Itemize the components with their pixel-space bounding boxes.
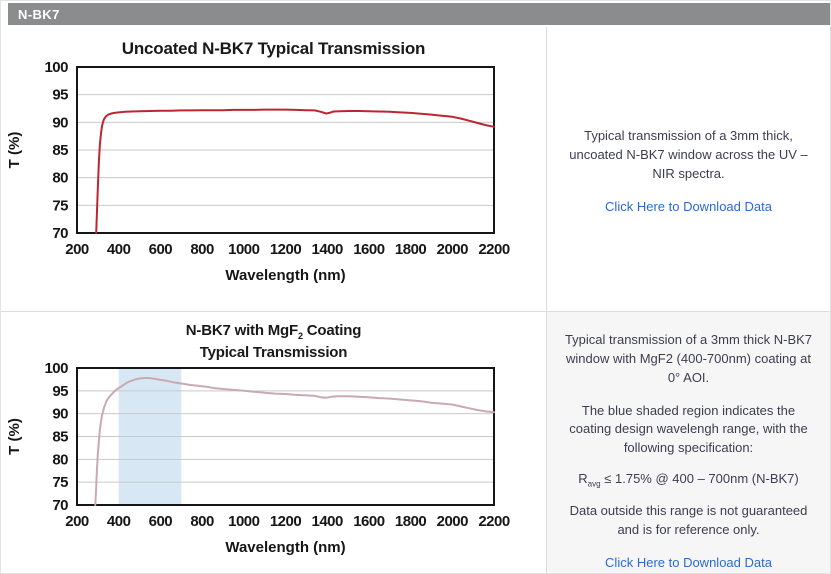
x-tick-label: 600 <box>148 241 172 259</box>
coated-chart-panel <box>1 312 546 574</box>
download-data-link-uncoated[interactable]: Click Here to Download Data <box>605 198 772 214</box>
x-tick-label: 1400 <box>311 241 343 259</box>
y-tick-label: 90 <box>51 405 68 423</box>
y-tick-label: 95 <box>51 383 68 401</box>
coated-title-subscript: 2 <box>297 331 303 341</box>
coated-band-note: The blue shaded region indicates the coating design wavelengh range, with the following specification: <box>569 402 808 456</box>
x-tick-label: 800 <box>189 241 214 259</box>
uncoated-chart-panel <box>1 27 546 311</box>
x-tick-label: 600 <box>148 513 172 531</box>
download-data-link-coated[interactable]: Click Here to Download Data <box>605 555 772 571</box>
x-tick-label: 1800 <box>394 241 426 259</box>
x-tick-label: 1200 <box>269 513 301 531</box>
x-tick-label: 1000 <box>227 241 259 259</box>
x-tick-label: 1800 <box>394 513 426 531</box>
coated-disclaimer: Data outside this range is not guaranteed and is for reference only. <box>569 503 808 538</box>
y-tick-label: 85 <box>51 428 68 446</box>
y-tick-label: 95 <box>51 87 68 105</box>
coated-description-panel <box>546 312 830 574</box>
row-coated <box>1 312 830 574</box>
x-axis-label: Wavelength (nm) <box>224 539 346 557</box>
uncoated-chart-title: Uncoated N-BK7 Typical Transmission <box>121 39 426 58</box>
coated-title-line1-pre: N-BK7 with MgF <box>185 322 298 339</box>
header-bar <box>8 3 830 25</box>
spec-line <box>578 470 798 490</box>
x-tick-label: 1600 <box>352 241 385 259</box>
x-axis-label: Wavelength (nm) <box>224 267 346 285</box>
y-tick-label: 70 <box>51 497 68 515</box>
x-tick-label: 400 <box>106 241 130 259</box>
y-tick-label: 85 <box>51 142 68 160</box>
spec-rest: ≤ 1.75% @ 400 – 700nm (N-BK7) <box>600 471 799 487</box>
coated-title-line2: Typical Transmission <box>199 343 348 361</box>
x-tick-label: 1000 <box>227 513 259 531</box>
uncoated-transmission-chart <box>2 59 546 294</box>
coated-title-line1-post: Coating <box>302 322 362 339</box>
y-tick-label: 75 <box>51 474 68 492</box>
transmission-line <box>96 110 494 233</box>
y-tick-label: 100 <box>43 362 68 378</box>
x-tick-label: 2200 <box>477 241 510 259</box>
y-axis-label: T (%) <box>5 418 23 456</box>
x-tick-label: 400 <box>106 513 130 531</box>
header-title: N-BK7 <box>18 6 60 22</box>
spec-prefix: R <box>578 471 588 487</box>
x-tick-label: 2000 <box>436 241 468 259</box>
row-uncoated <box>1 27 830 312</box>
y-tick-label: 80 <box>51 170 68 188</box>
coated-transmission-chart <box>2 362 546 567</box>
y-tick-label: 75 <box>51 197 68 215</box>
x-tick-label: 200 <box>64 241 89 259</box>
x-tick-label: 2000 <box>436 513 468 531</box>
y-tick-label: 80 <box>51 451 68 469</box>
coated-description: Typical transmission of a 3mm thick N-BK7 window with MgF2 (400-700nm) coating at 0° AOI. <box>564 332 813 385</box>
spec-subscript: avg <box>587 479 601 489</box>
x-tick-label: 800 <box>189 513 214 531</box>
x-tick-label: 200 <box>64 513 89 531</box>
x-tick-label: 1600 <box>352 513 385 531</box>
y-tick-label: 90 <box>51 114 68 132</box>
y-tick-label: 100 <box>43 59 68 77</box>
y-tick-label: 70 <box>51 225 68 243</box>
coated-chart-title <box>186 321 361 362</box>
y-axis-label: T (%) <box>5 132 23 169</box>
uncoated-description: Typical transmission of a 3mm thick, uncoated N-BK7 window across the UV – NIR spectra. <box>569 128 808 181</box>
x-tick-label: 2200 <box>477 513 510 531</box>
uncoated-description-panel <box>546 27 830 311</box>
x-tick-label: 1200 <box>269 241 301 259</box>
x-tick-label: 1400 <box>311 513 343 531</box>
